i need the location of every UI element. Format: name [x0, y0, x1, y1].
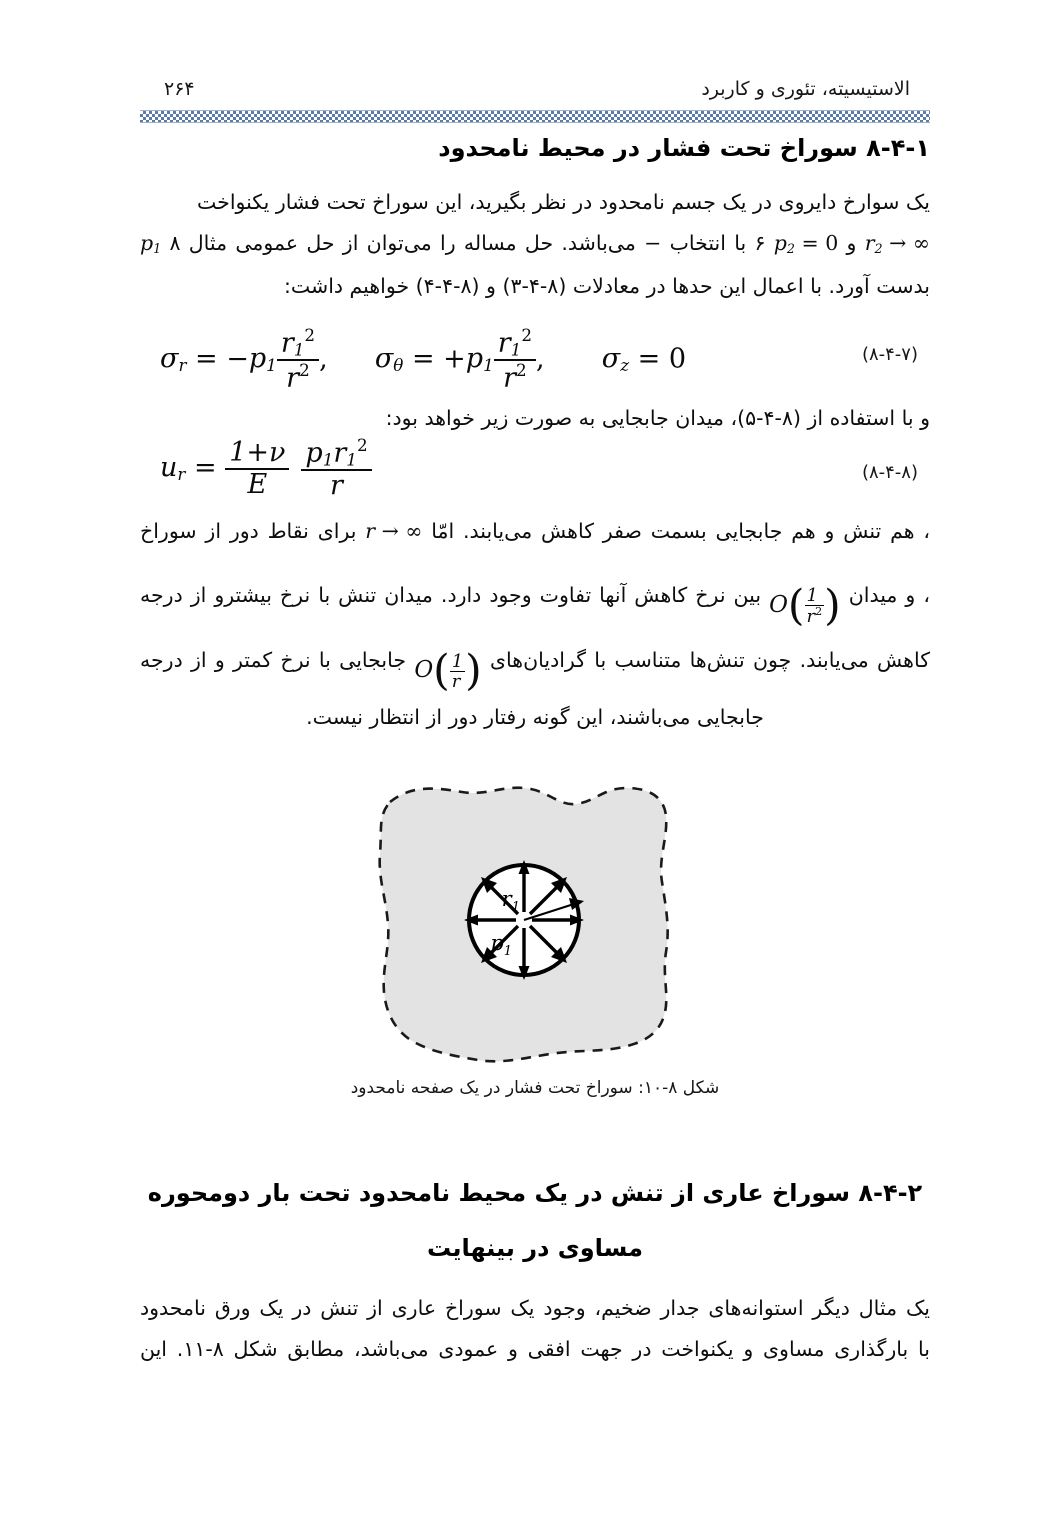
figure-8-10-drawing	[352, 762, 702, 1082]
inline-math-order-1-over-r-squared: O( $\frac{1}{r^2}$ )	[769, 581, 841, 631]
sigma-z-term: $\sigma_z$	[601, 343, 630, 376]
section-heading-8-4-2-line-2: مساوی در بینهایت	[427, 1234, 643, 1262]
inline-math-p1: $p_1$	[140, 231, 162, 257]
section-heading-8-4-2-line-1: ۸-۴-۲ سوراخ عاری از تنش در یک محیط نامحدود تحت بار دومحوره	[147, 1179, 923, 1207]
paragraph-asymptotics-line-4: جابجایی می‌باشند، این گونه رفتار دور از انتظار نیست.	[306, 705, 764, 729]
paragraph-asymptotics-line-3	[140, 632, 930, 698]
book-title: الاستیسیته، تئوری و کاربرد	[701, 78, 910, 100]
equation-8-4-8-body: $u_r$ = $\frac{1+\nu}{E}$ $\frac{p_1r_1^2}{r}$	[160, 436, 372, 502]
paragraph-text-a: برای نقاط دور از سوراخ	[140, 519, 357, 543]
inline-math-r2-limit: $r_2$ → ∞	[864, 231, 930, 257]
paragraph-intro-line-1	[140, 182, 930, 223]
paragraph-before-eq-8-4-8: و با استفاده از (۸-۴-۵)، میدان جابجایی به صورت زیر خواهد بود:	[385, 406, 930, 430]
paragraph-text-b: ، هم تنش و هم جابجایی بسمت صفر کاهش می‌یابند. امّا	[431, 519, 930, 543]
fraction-1plusnu-over-E: $\frac{1+\nu}{E}$	[225, 438, 289, 500]
paragraph-text-a: بین نرخ کاهش آنها تفاوت وجود دارد. میدان تنش با نرخ بیشترو از درجه	[140, 583, 762, 607]
paragraph-text-a: می‌باشد. حل مساله را می‌توان از حل عمومی مثال ۸	[161, 231, 636, 255]
paragraph-text: یک سوارخ دایروی در یک جسم نامحدود در نظر بگیرید، این سوراخ تحت فشار یکنواخت	[197, 190, 930, 214]
paragraph-text-b: ، و میدان	[848, 583, 930, 607]
equation-8-4-7-row	[140, 326, 930, 392]
paragraph-section-8-4-2-line-2: با بارگذاری مساوی و یکنواخت در جهت افقی و عمودی می‌باشد، مطابق شکل ۸-۱۱. این	[140, 1337, 930, 1361]
page-number: ۲۶۴	[164, 78, 195, 100]
inline-math-p2-zero: $p_2 = 0$	[773, 231, 839, 257]
conjunction-and: و	[846, 231, 857, 255]
minus-sign: −	[644, 231, 662, 255]
equation-8-4-8-row	[140, 436, 930, 506]
paragraph-asymptotics-line-1	[140, 511, 930, 552]
figure-8-10	[352, 762, 702, 1082]
fraction-p1r1sq-over-r: $\frac{p_1r_1^2}{r}$	[301, 436, 371, 502]
paragraph-intro-line-2	[140, 223, 930, 269]
equation-8-4-7-body: $\sigma_r = -p_1$ $\frac{r_1^2}{r^2}$ , $\sigma_\theta = +p_1$ $\frac{r_1^2}{r^2}$ , $\sigma_z = 0$	[160, 325, 687, 394]
section-heading-8-4-1: ۸-۴-۱ سوراخ تحت فشار در محیط نامحدود	[438, 134, 930, 162]
u-r-term: $u_r$	[160, 452, 186, 485]
fraction-r1sq-over-rsq-b: $\frac{r_1^2}{r^2}$	[494, 326, 536, 394]
equation-number-8-4-7: (۸-۴-۷)	[861, 344, 918, 365]
page-header	[140, 74, 930, 110]
pressure-label: $p_1$	[490, 931, 512, 959]
inline-math-r-to-infinity: r → ∞	[365, 519, 423, 543]
paragraph-intro-line-3: بدست آورد. با اعمال این حدها در معادلات (۸-۴-۳) و (۸-۴-۴) خواهیم داشت:	[283, 274, 930, 298]
paragraph-text-a: جابجایی با نرخ کمتر و از درجه	[140, 648, 407, 672]
sigma-theta-term: $\sigma_\theta$	[374, 343, 404, 376]
fraction-r1sq-over-rsq-a: $\frac{r_1^2}{r^2}$	[277, 326, 319, 394]
equation-number-8-4-8: (۸-۴-۸)	[861, 462, 918, 483]
sigma-r-term: $\sigma_r$	[160, 343, 187, 376]
paragraph-asymptotics-line-2	[140, 567, 930, 633]
inline-math-order-1-over-r: O( $\frac{1}{r}$ )	[414, 646, 482, 696]
paragraph-text-b: کاهش می‌یابند. چون تنش‌ها متناسب با گرادیان‌های	[489, 648, 930, 672]
radius-label: $r_1$	[501, 887, 520, 915]
header-rule-divider	[140, 110, 930, 123]
figure-8-10-caption: شکل ۸-۱۰: سوراخ تحت فشار در یک صفحه نامحدود	[350, 1078, 720, 1098]
paragraph-section-8-4-2-line-1: یک مثال دیگر استوانه‌های جدار ضخیم، وجود یک سوراخ عاری از تنش در یک ورق نامحدود	[140, 1296, 930, 1320]
paragraph-text-b: ۶ با انتخاب	[669, 231, 766, 255]
